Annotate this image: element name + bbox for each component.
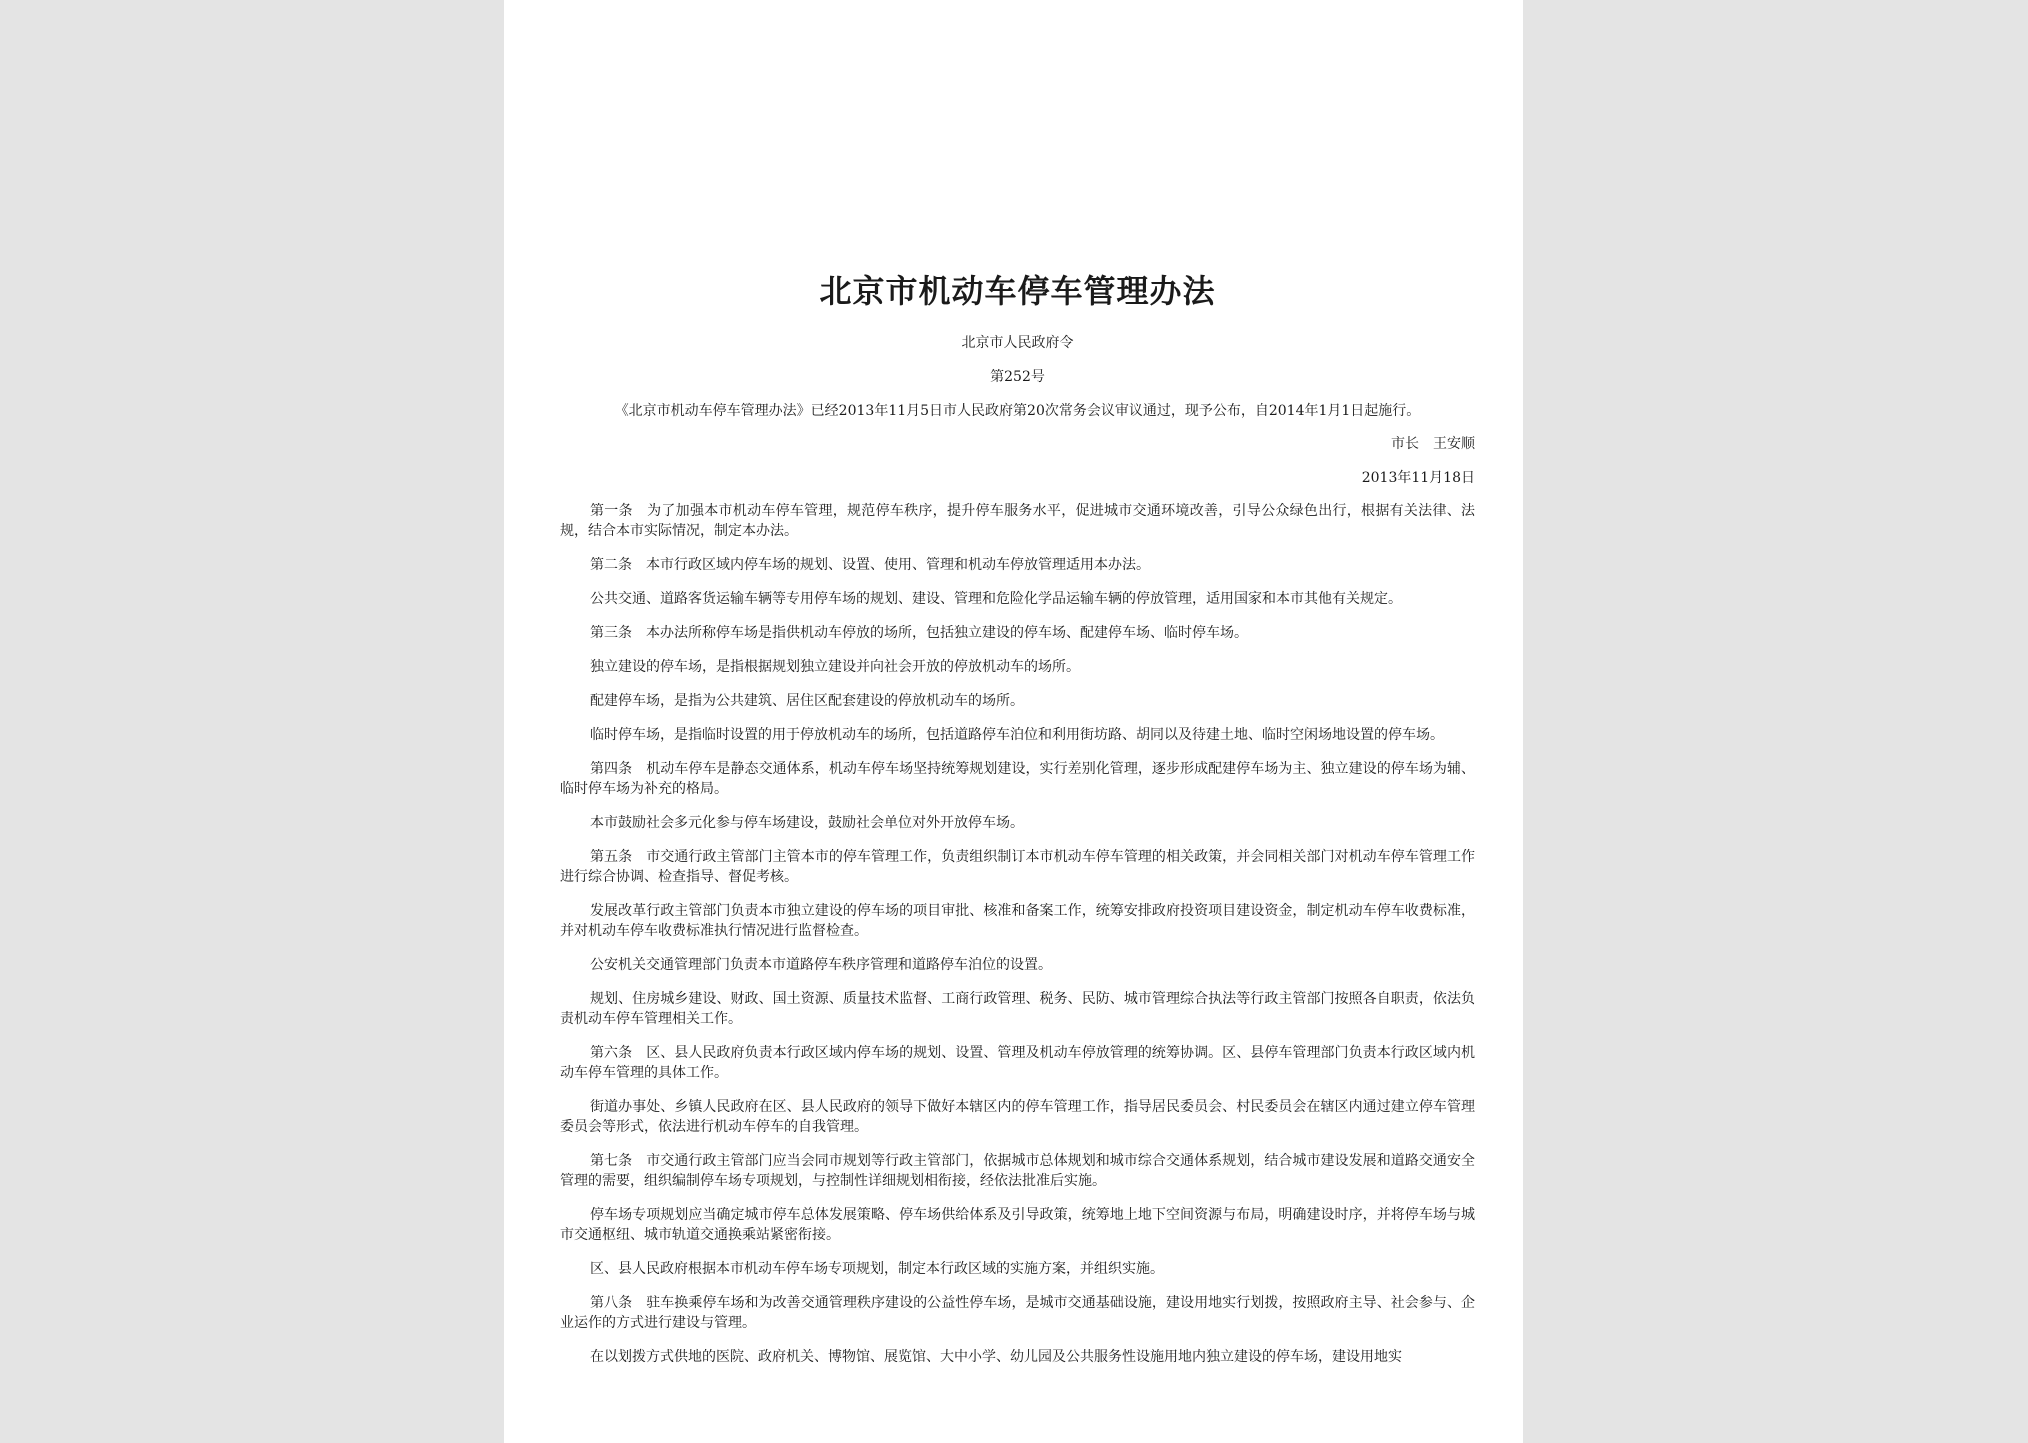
- order-number: 第252号: [990, 369, 1045, 385]
- paragraph: 配建停车场，是指为公共建筑、居住区配套建设的停放机动车的场所。: [590, 693, 1024, 709]
- document-title: 北京市机动车停车管理办法: [819, 272, 1216, 310]
- paragraph: 本市鼓励社会多元化参与停车场建设，鼓励社会单位对外开放停车场。: [590, 815, 1024, 831]
- issuer-line: 北京市人民政府令: [961, 335, 1074, 351]
- paragraph: 区、县人民政府根据本市机动车停车场专项规划，制定本行政区域的实施方案，并组织实施。: [590, 1261, 1164, 1277]
- document-page: [504, 0, 1523, 1443]
- paragraph: 第四条 机动车停车是静态交通体系，机动车停车场坚持统筹规划建设，实行差别化管理，逐步形成配建停车场为主、独立建设的停车场为辅、临时停车场为补充的格局。: [560, 761, 1475, 797]
- paragraph: 规划、住房城乡建设、财政、国土资源、质量技术监督、工商行政管理、税务、民防、城市管理综合执法等行政主管部门按照各自职责，依法负责机动车停车管理相关工作。: [560, 991, 1475, 1027]
- paragraph: 街道办事处、乡镇人民政府在区、县人民政府的领导下做好本辖区内的停车管理工作，指导居民委员会、村民委员会在辖区内通过建立停车管理委员会等形式，依法进行机动车停车的自我管理。: [560, 1099, 1475, 1135]
- promulgation-text: 《北京市机动车停车管理办法》已经2013年11月5日市人民政府第20次常务会议审议通过，现予公布，自2014年1月1日起施行。: [614, 403, 1421, 419]
- paragraph: 第二条 本市行政区域内停车场的规划、设置、使用、管理和机动车停放管理适用本办法。: [590, 557, 1150, 573]
- paragraph: 第八条 驻车换乘停车场和为改善交通管理秩序建设的公益性停车场，是城市交通基础设施，建设用地实行划拨，按照政府主导、社会参与、企业运作的方式进行建设与管理。: [560, 1295, 1475, 1331]
- paragraph: 在以划拨方式供地的医院、政府机关、博物馆、展览馆、大中小学、幼儿园及公共服务性设施用地内独立建设的停车场，建设用地实: [590, 1349, 1402, 1365]
- paragraph: 第一条 为了加强本市机动车停车管理，规范停车秩序，提升停车服务水平，促进城市交通环境改善，引导公众绿色出行，根据有关法律、法规，结合本市实际情况，制定本办法。: [560, 503, 1475, 539]
- paragraph: 停车场专项规划应当确定城市停车总体发展策略、停车场供给体系及引导政策，统筹地上地下空间资源与布局，明确建设时序，并将停车场与城市交通枢纽、城市轨道交通换乘站紧密衔接。: [560, 1207, 1475, 1243]
- signer-line: 市长 王安顺: [1391, 436, 1475, 452]
- paragraph: 公安机关交通管理部门负责本市道路停车秩序管理和道路停车泊位的设置。: [590, 957, 1052, 973]
- paragraph: 公共交通、道路客货运输车辆等专用停车场的规划、建设、管理和危险化学品运输车辆的停放管理，适用国家和本市其他有关规定。: [590, 591, 1402, 607]
- paragraph: 第五条 市交通行政主管部门主管本市的停车管理工作，负责组织制订本市机动车停车管理的相关政策，并会同相关部门对机动车停车管理工作进行综合协调、检查指导、督促考核。: [560, 849, 1475, 885]
- paragraph: 第三条 本办法所称停车场是指供机动车停放的场所，包括独立建设的停车场、配建停车场、临时停车场。: [590, 625, 1248, 641]
- paragraph: 第六条 区、县人民政府负责本行政区域内停车场的规划、设置、管理及机动车停放管理的统筹协调。区、县停车管理部门负责本行政区域内机动车停车管理的具体工作。: [560, 1045, 1475, 1081]
- paragraph: 发展改革行政主管部门负责本市独立建设的停车场的项目审批、核准和备案工作，统筹安排政府投资项目建设资金，制定机动车停车收费标准，并对机动车停车收费标准执行情况进行监督检查。: [560, 903, 1475, 939]
- sign-date: 2013年11月18日: [1361, 470, 1475, 486]
- paragraph: 第七条 市交通行政主管部门应当会同市规划等行政主管部门，依据城市总体规划和城市综合交通体系规划，结合城市建设发展和道路交通安全管理的需要，组织编制停车场专项规划，与控制性详细规划相衔接，经依法批准后实施。: [560, 1153, 1475, 1189]
- articles-body: [560, 501, 1475, 1381]
- paragraph: 独立建设的停车场，是指根据规划独立建设并向社会开放的停放机动车的场所。: [590, 659, 1080, 675]
- paragraph: 临时停车场，是指临时设置的用于停放机动车的场所，包括道路停车泊位和利用街坊路、胡同以及待建土地、临时空闲场地设置的停车场。: [590, 727, 1444, 743]
